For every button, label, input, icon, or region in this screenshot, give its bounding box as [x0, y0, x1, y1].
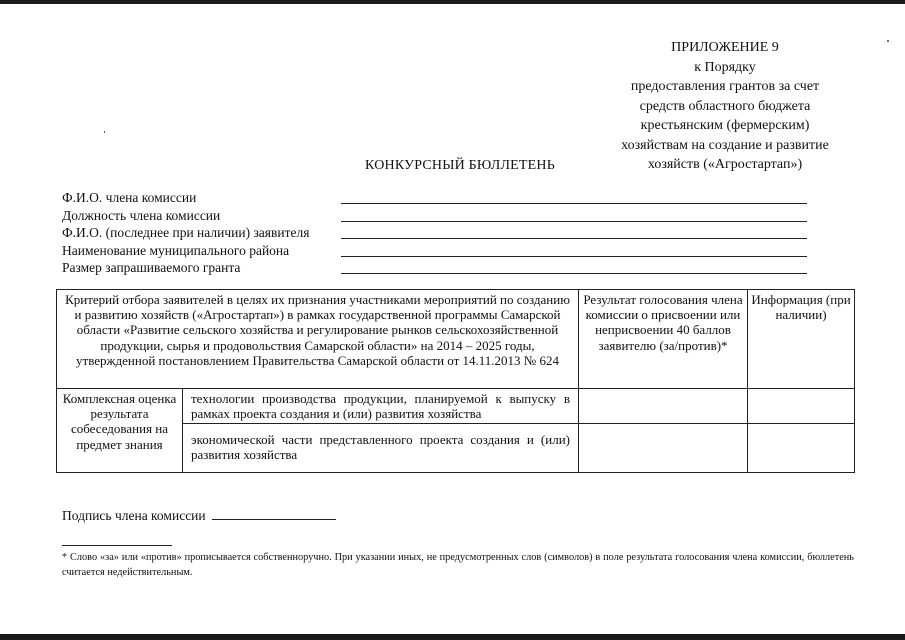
- info-cell[interactable]: [748, 389, 855, 424]
- field-label: Наименование муниципального района: [62, 242, 290, 258]
- applicant-name-fill-line[interactable]: [341, 238, 807, 239]
- field-label: Ф.И.О. члена комиссии: [62, 190, 197, 205]
- field-row-member-name: [62, 189, 807, 207]
- field-label: Должность члена комиссии: [62, 207, 221, 223]
- vote-result-cell[interactable]: [579, 389, 748, 424]
- criterion-subitem: экономической части представленного проекта создания и (или) развития хозяйства: [183, 424, 579, 473]
- vote-result-cell[interactable]: [579, 424, 748, 473]
- field-row-applicant-name: [62, 224, 807, 242]
- field-row-member-position: [62, 207, 807, 225]
- footnote: * Слово «за» или «против» прописывается собственноручно. При указании иных, не предусмотренных слов (символов) в поле результата голосования члена комиссии, бюллетень считается недействительным.: [62, 552, 854, 578]
- appendix-line: хозяйствам на создание и развитие: [621, 137, 829, 153]
- grant-amount-fill-line[interactable]: [341, 273, 807, 274]
- appendix-line: хозяйств («Агростартап»): [647, 157, 803, 172]
- member-name-fill-line[interactable]: [341, 203, 807, 204]
- vote-result-header: Результат голосования члена комиссии о присвоении или неприсвоении 40 баллов заявителю (за/против)*: [579, 290, 748, 389]
- scan-bottom-edge: [0, 634, 905, 640]
- appendix-line: предоставления грантов за счет: [630, 79, 820, 94]
- field-row-grant-amount: [62, 259, 807, 277]
- signature-block: [62, 506, 336, 524]
- scan-speck: [887, 40, 889, 42]
- appendix-line: к Порядку: [694, 59, 756, 75]
- appendix-line: ПРИЛОЖЕНИЕ 9: [671, 40, 779, 55]
- table-row: [57, 389, 855, 424]
- criteria-table: [56, 289, 855, 473]
- district-fill-line[interactable]: [341, 256, 807, 257]
- ballot-fields: [62, 189, 807, 277]
- document-title: КОНКУРСНЫЙ БЮЛЛЕТЕНЬ: [365, 158, 555, 173]
- field-label: Ф.И.О. (последнее при наличии) заявителя: [62, 225, 310, 240]
- member-position-fill-line[interactable]: [341, 221, 807, 222]
- table-header-row: [57, 290, 855, 389]
- appendix-header: [590, 38, 860, 175]
- signature-label: Подпись члена комиссии: [62, 508, 206, 523]
- criterion-header: Критерий отбора заявителей в целях их признания участниками мероприятий по созданию и развитию хозяйств («Агростартап») в рамках государственной программы Самарской области «Развитие сельского хозяйства и регулирование рынков сельскохозяйственной продукции, сырья и продовольствия Самарской области» на 2014 – 2025 годы, утвержденной постановлением Правительства Самарской области от 14.11.2013 № 624: [57, 290, 579, 389]
- appendix-line: крестьянским (фермерским): [640, 118, 810, 133]
- field-row-district: [62, 242, 807, 260]
- info-cell[interactable]: [748, 424, 855, 473]
- info-header: Информация (при наличии): [748, 290, 855, 389]
- scan-top-edge: [0, 0, 905, 4]
- field-label: Размер запрашиваемого гранта: [62, 260, 241, 275]
- appendix-line: средств областного бюджета: [639, 98, 811, 114]
- criterion-subitem: технологии производства продукции, планируемой к выпуску в рамках проекта создания и (или) развития хозяйства: [183, 389, 579, 424]
- criterion-category: Комплексная оценка результата собеседования на предмет знания: [57, 389, 183, 473]
- footnote-divider: [62, 545, 172, 546]
- scan-speck: [104, 131, 105, 133]
- signature-fill-line[interactable]: [212, 506, 336, 520]
